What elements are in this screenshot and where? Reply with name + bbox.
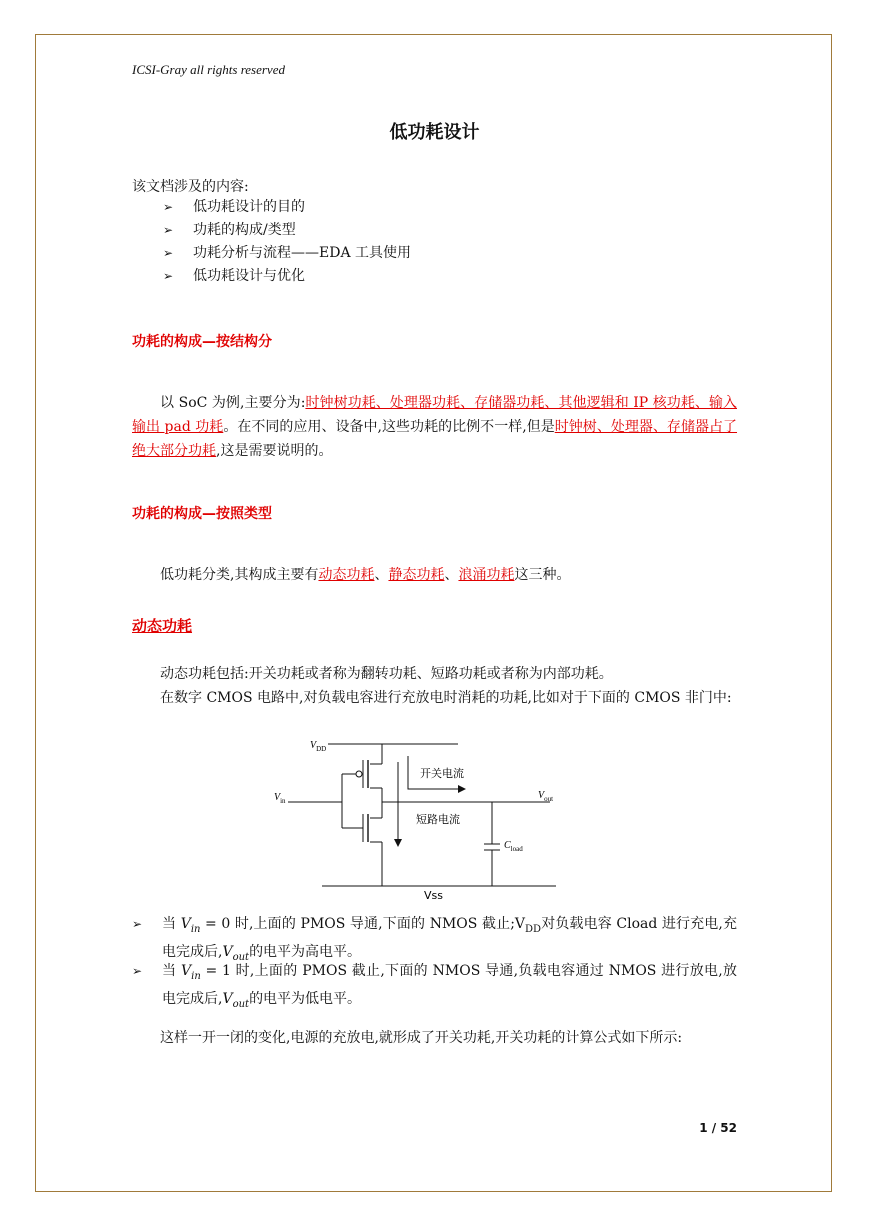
vout-label: $V_{out}$ [538,790,554,803]
arrow-bullet-icon: ➢ [132,917,143,931]
cmos-inverter-diagram [270,736,565,906]
dynamic-paragraph-1: 动态功耗包括:开关功耗或者称为翻转功耗、短路功耗或者称为内部功耗。 [160,666,613,682]
bullet-item: ➢ 当 $V_{in} = 0$ 时,上面的 PMOS 导通,下面的 NMOS 截止$;V_{DD}$对负载电容 Cload 进行充电,充电完成后$,V_{out}$的电平为高电平。 [132,913,737,969]
section-heading-type: 功耗的构成—按照类型 [132,506,272,522]
cload-label: $C_{load}$ [504,840,523,853]
document-title: 低功耗设计 [389,122,480,143]
page-number: 1 / 52 [699,1121,737,1135]
arrow-bullet-icon: ➢ [163,200,174,214]
bullet-item: ➢ 当 $V_{in} = 1$ 时,上面的 PMOS 截止,下面的 NMOS 导通,负载电容通过 NMOS 进行放电,放电完成后$,V_{out}$的电平为低电平。 [132,960,737,1016]
vdd-label: $V_{DD}$ [310,740,327,753]
vin-label: $V_{in}$ [274,792,286,805]
arrow-bullet-icon: ➢ [163,269,174,283]
contents-item: ➢ 功耗的构成/类型 [163,219,411,242]
arrow-bullet-icon: ➢ [132,964,143,978]
contents-item: ➢ 功耗分析与流程——EDA 工具使用 [163,242,411,265]
document-header: ICSI-Gray all rights reserved [132,62,285,77]
vss-label: Vss [424,889,443,902]
dynamic-paragraph-2: 在数字 CMOS 电路中,对负载电容进行充放电时消耗的功耗,比如对于下面的 CMOS 非门中: [160,690,732,706]
contents-item: ➢ 低功耗设计的目的 [163,196,411,219]
section-heading-structure: 功耗的构成—按结构分 [132,334,272,350]
arrow-bullet-icon: ➢ [163,246,174,260]
contents-list [163,196,411,288]
structure-paragraph: 以 SoC 为例,主要分为:时钟树功耗、处理器功耗、存储器功耗、其他逻辑和 IP 核功耗、输入输出 pad 功耗。在不同的应用、设备中,这些功耗的比例不一样,但是时钟树、处理器、存储器占了绝大部分功耗,这是需要说明的。 [132,395,738,459]
switch-current-label: 开关电流 [420,768,464,780]
contents-item: ➢ 低功耗设计与优化 [163,265,411,288]
section-heading-dynamic: 动态功耗 [132,617,193,635]
closing-paragraph: 这样一开一闭的变化,电源的充放电,就形成了开关功耗,开关功耗的计算公式如下所示: [160,1030,683,1046]
arrow-bullet-icon: ➢ [163,223,174,237]
page-border [35,34,832,1192]
intro-text: 该文档涉及的内容: [132,179,249,195]
type-paragraph: 低功耗分类,其构成主要有动态功耗、静态功耗、浪涌功耗这三种。 [160,567,571,583]
short-current-label: 短路电流 [416,814,460,826]
